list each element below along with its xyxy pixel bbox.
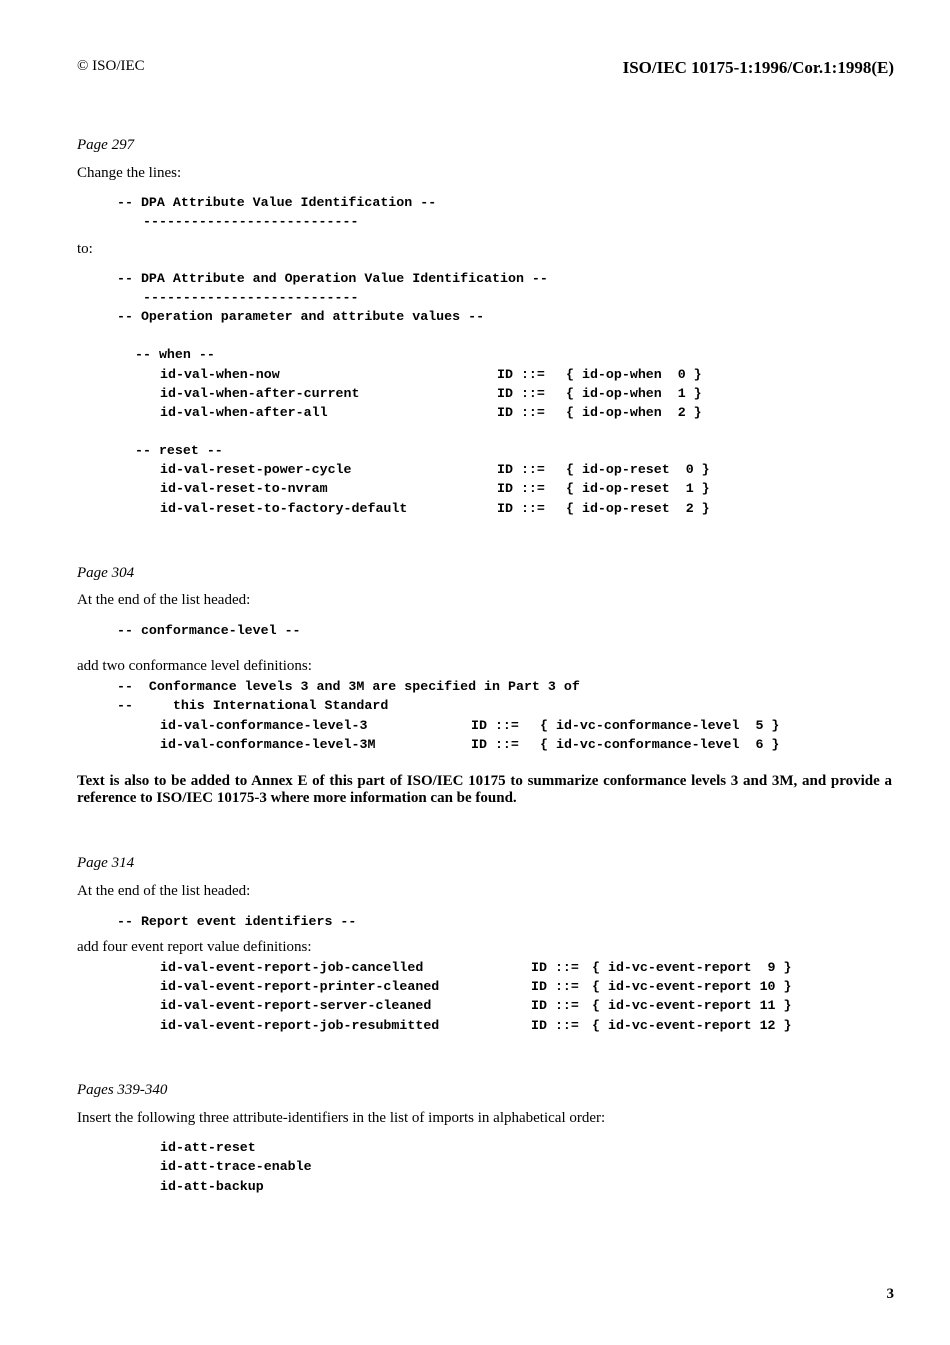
code-row-name: id-val-conformance-level-3 [160,718,368,733]
section-heading-page-304: Page 304 [77,565,135,581]
code-row-value: { id-vc-conformance-level 5 } [540,718,780,733]
report-event-list-header: -- Report event identifiers -- [117,914,357,929]
code-row-value: { id-op-when 1 } [566,386,702,401]
code-row-name: id-val-when-after-all [160,405,328,420]
new-line-2: --------------------------- [143,290,359,305]
page-314-add-text: add four event report value definitions: [77,939,312,955]
new-line-1: -- DPA Attribute and Operation Value Identification -- [117,271,548,286]
section-heading-page-314: Page 314 [77,855,135,871]
page-314-intro: At the end of the list headed: [77,883,251,899]
reset-header: -- reset -- [135,443,223,458]
conformance-list-header: -- conformance-level -- [117,623,301,638]
code-row-assign: ID ::= [497,501,545,516]
code-row-name: id-val-reset-to-nvram [160,481,328,496]
code-row-name: id-val-when-after-current [160,386,360,401]
code-row-value: { id-op-when 2 } [566,405,702,420]
import-item: id-att-reset [160,1140,256,1155]
document-identifier: ISO/IEC 10175-1:1996/Cor.1:1998(E) [622,58,894,77]
code-row-value: { id-vc-event-report 9 } [592,960,792,975]
code-row-assign: ID ::= [531,998,579,1013]
code-row-assign: ID ::= [471,718,519,733]
code-row-value: { id-op-reset 2 } [566,501,710,516]
code-row-value: { id-vc-event-report 11 } [592,998,792,1013]
page-297-intro: Change the lines: [77,165,182,181]
code-row-value: { id-vc-event-report 12 } [592,1018,792,1033]
code-row-name: id-val-event-report-printer-cleaned [160,979,440,994]
section-heading-pages-339-340: Pages 339-340 [77,1082,168,1098]
to-label: to: [77,241,93,257]
conformance-comment-1: -- Conformance levels 3 and 3M are specified in Part 3 of [117,679,580,694]
code-row-name: id-val-conformance-level-3M [160,737,376,752]
code-row-name: id-val-event-report-job-cancelled [160,960,424,975]
when-header: -- when -- [135,347,215,362]
section-heading-page-297: Page 297 [77,137,135,153]
code-row-assign: ID ::= [497,367,545,382]
code-row-name: id-val-event-report-job-resubmitted [160,1018,440,1033]
code-row-value: { id-vc-event-report 10 } [592,979,792,994]
import-item: id-att-backup [160,1179,264,1194]
code-row-name: id-val-reset-power-cycle [160,462,352,477]
code-row-name: id-val-event-report-server-cleaned [160,998,432,1013]
conformance-comment-2: -- this International Standard [117,698,389,713]
code-row-value: { id-op-when 0 } [566,367,702,382]
code-row-assign: ID ::= [531,979,579,994]
code-row-name: id-val-reset-to-factory-default [160,501,408,516]
code-row-value: { id-vc-conformance-level 6 } [540,737,780,752]
pages-339-340-intro: Insert the following three attribute-identifiers in the list of imports in alphabetical order: [77,1110,606,1126]
code-row-assign: ID ::= [497,386,545,401]
code-row-assign: ID ::= [497,462,545,477]
code-row-assign: ID ::= [531,960,579,975]
code-row-value: { id-op-reset 1 } [566,481,710,496]
code-row-assign: ID ::= [497,405,545,420]
header-copyright: © ISO/IEC [77,58,145,74]
annex-note: Text is also to be added to Annex E of this part of ISO/IEC 10175 to summarize conformance levels 3 and 3M, and provide a reference to ISO/IEC 10175-3 where more information can be found. [77,773,892,806]
code-row-assign: ID ::= [471,737,519,752]
code-row-value: { id-op-reset 0 } [566,462,710,477]
old-line-1: -- DPA Attribute Value Identification -- [117,195,437,210]
code-row-name: id-val-when-now [160,367,280,382]
code-row-assign: ID ::= [531,1018,579,1033]
page-304-intro: At the end of the list headed: [77,592,251,608]
new-line-3: -- Operation parameter and attribute values -- [117,309,485,324]
old-line-2: --------------------------- [143,214,359,229]
page-number: 3 [886,1286,894,1302]
page-304-add-text: add two conformance level definitions: [77,658,312,674]
import-item: id-att-trace-enable [160,1159,312,1174]
code-row-assign: ID ::= [497,481,545,496]
